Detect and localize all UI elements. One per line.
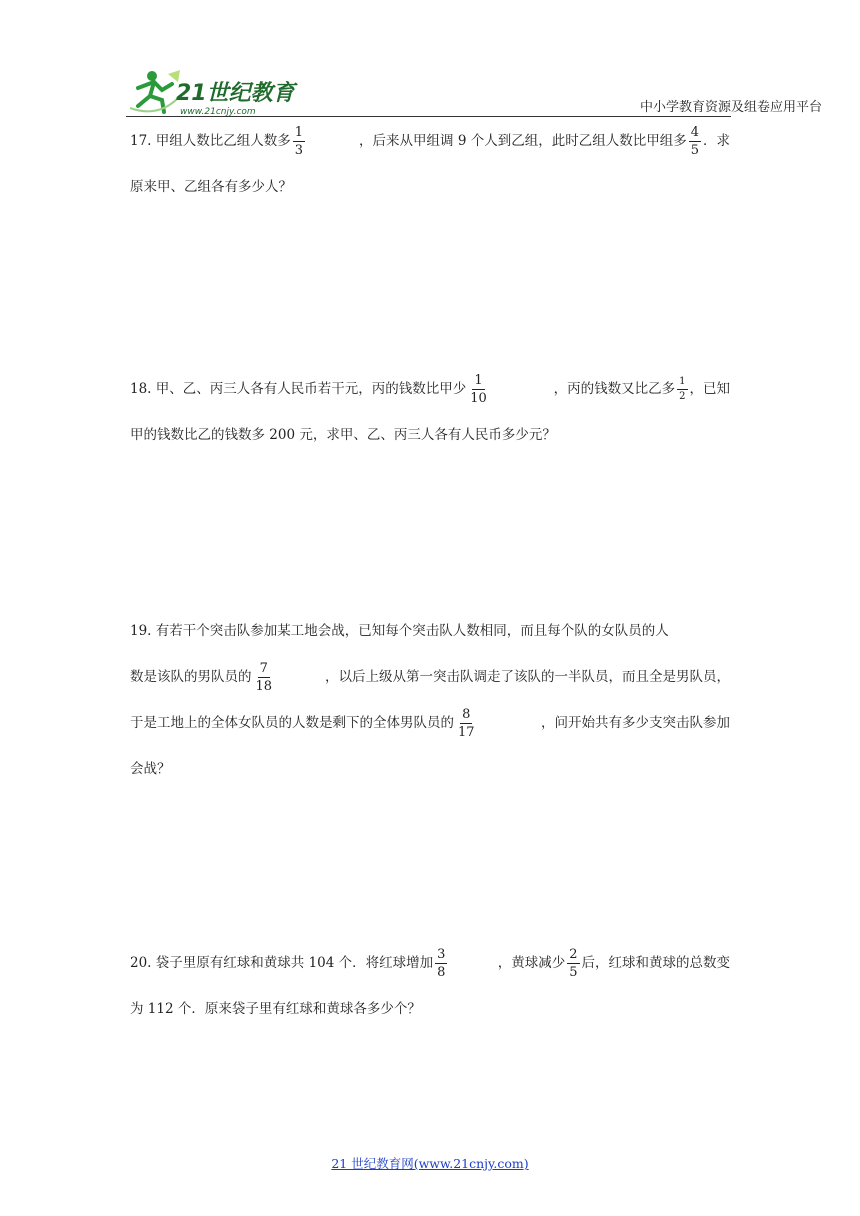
runner-logo-icon	[128, 68, 308, 118]
fraction: $\frac{1}{2}$	[679, 375, 686, 402]
question-line: 19. 有若干个突击队参加某工地会战，已知每个突击队人数相同，而且每个队的女队员的人	[130, 623, 669, 639]
fraction: $\frac{4}{5}$	[690, 124, 699, 158]
question-number: 17.	[130, 133, 152, 149]
question-18	[130, 366, 730, 458]
fraction: $\frac{2}{5}$	[569, 946, 578, 980]
question-line: 20. 袋子里原有红球和黄球共 104 个．将红球增加 $\frac{3}{8}$ ，黄球减少 $\frac{2}{5}$ 后，红球和黄球的总数变	[130, 940, 730, 986]
question-number: 20.	[130, 955, 152, 971]
question-line: 甲的钱数比乙的钱数多 200 元，求甲、乙、丙三人各有人民币多少元？	[130, 427, 556, 443]
page-header	[0, 0, 860, 120]
question-line: 18. 甲、乙、丙三人各有人民币若干元，丙的钱数比甲少 $\frac{1}{10}$ ，丙的钱数又比乙多 $\frac{1}{2}$ ，已知	[130, 366, 730, 412]
question-20	[130, 940, 730, 1032]
fraction: $\frac{1}{3}$	[294, 124, 304, 158]
question-17	[130, 118, 730, 210]
svg-text:www.21cnjy.com: www.21cnjy.com	[180, 107, 256, 117]
question-19	[130, 608, 730, 792]
question-line: 数是该队的男队员的 $\frac{7}{18}$ ，以后上级从第一突击队调走了该队的一半队员，而且全是男队员，	[130, 660, 730, 694]
page-footer	[0, 1154, 860, 1172]
fraction: $\frac{8}{17}$	[458, 706, 475, 740]
header-divider	[126, 116, 731, 117]
question-line: 为 112 个．原来袋子里有红球和黄球各多少个？	[130, 1001, 421, 1017]
svg-text:21世纪教育: 21世纪教育	[176, 81, 295, 106]
question-number: 18.	[130, 381, 152, 397]
fraction: $\frac{1}{10}$	[470, 372, 487, 406]
question-line: 会战？	[130, 761, 171, 777]
site-logo	[128, 68, 308, 118]
fraction: $\frac{7}{18}$	[255, 660, 273, 694]
question-line: 原来甲、乙组各有多少人？	[130, 179, 292, 195]
question-line: 17. 甲组人数比乙组人数多 $\frac{1}{3}$ ，后来从甲组调 9 个人到乙组，此时乙组人数比甲组多 $\frac{4}{5}$ ．求	[130, 118, 730, 164]
fraction: $\frac{3}{8}$	[437, 946, 446, 980]
footer-link[interactable]: 21 世纪教育网(www.21cnjy.com)	[331, 1156, 529, 1171]
question-line: 于是工地上的全体女队员的人数是剩下的全体男队员的 $\frac{8}{17}$ ，问开始共有多少支突击队参加	[130, 706, 730, 740]
question-number: 19.	[130, 623, 152, 639]
platform-name: 中小学教育资源及组卷应用平台	[639, 100, 822, 115]
